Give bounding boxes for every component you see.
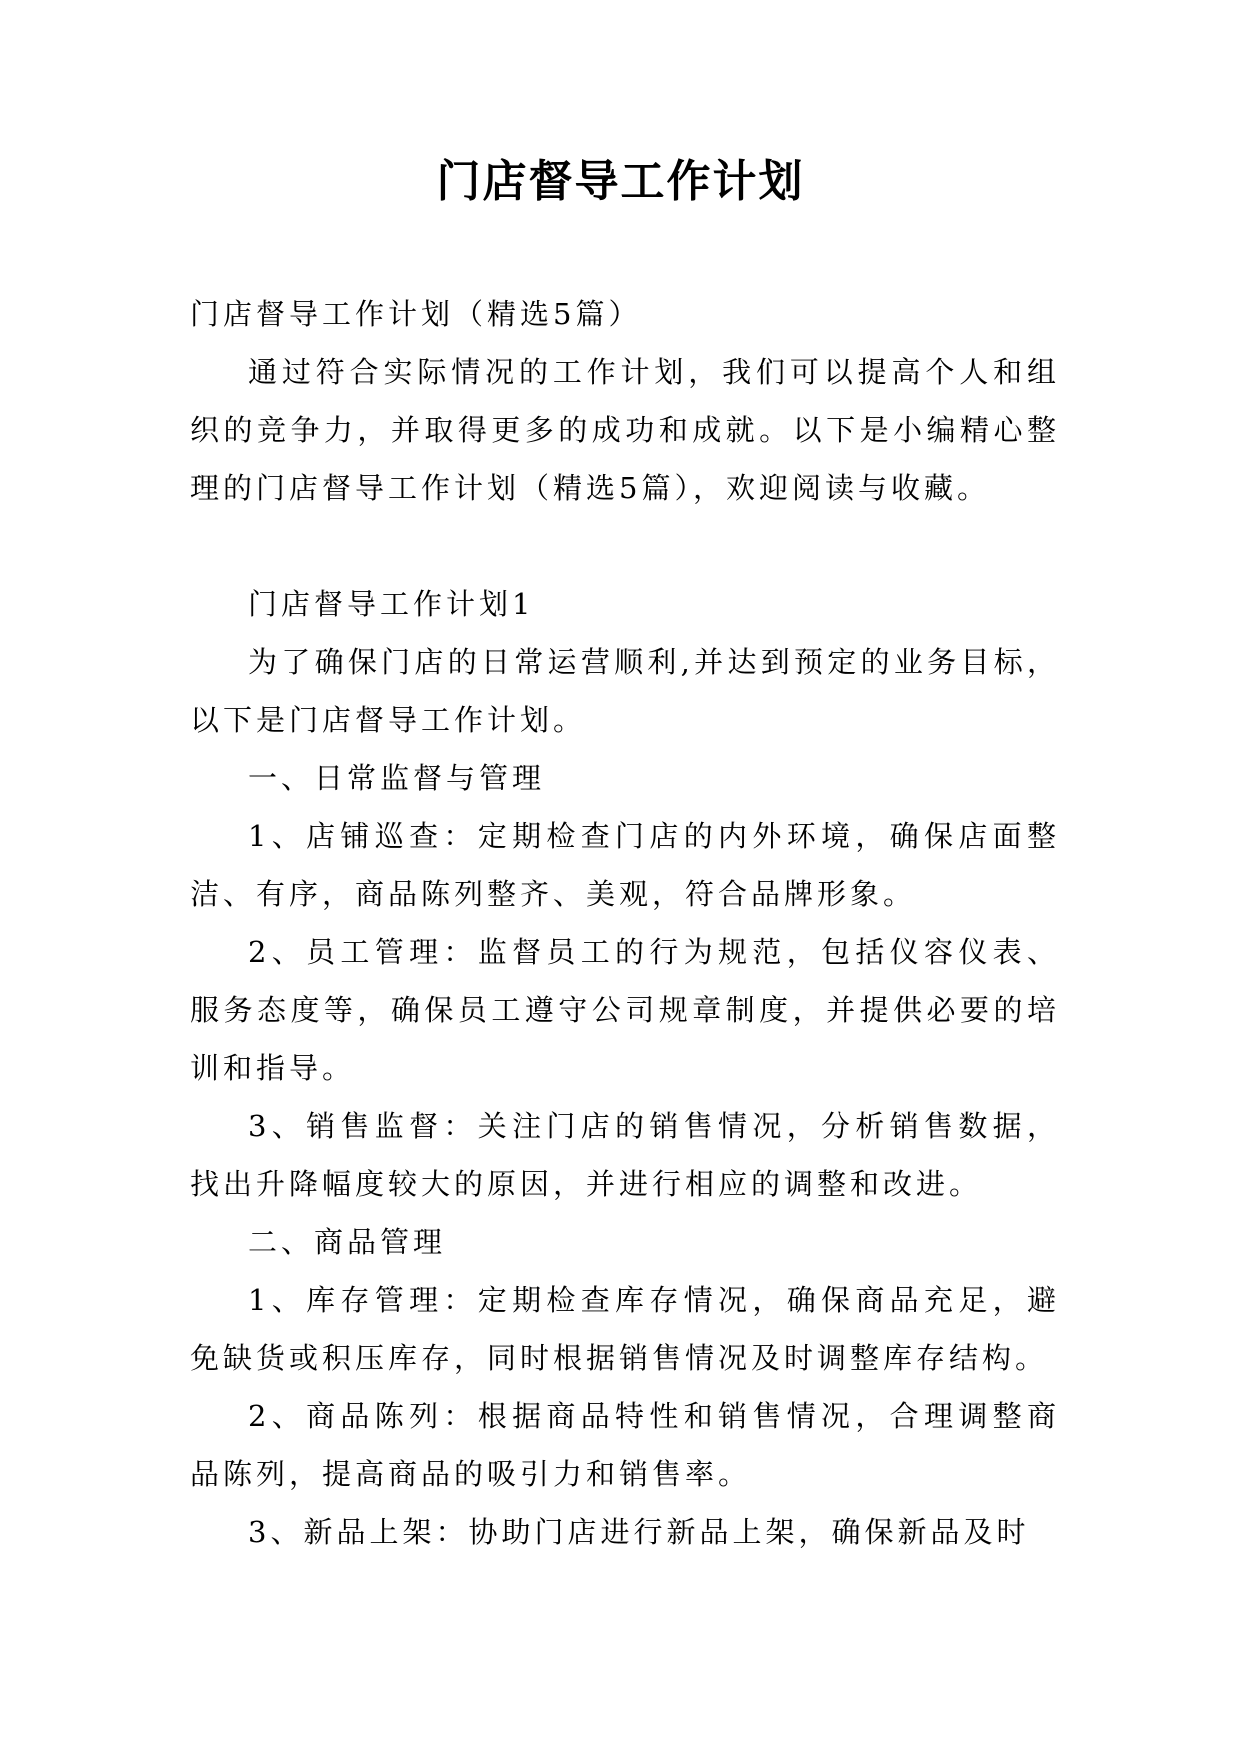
- list-item: 3、销售监督：关注门店的销售情况，分析销售数据，找出升降幅度较大的原因，并进行相应的调整和改进。: [190, 1109, 1060, 1201]
- part-heading-daily-supervision: 一、日常监督与管理: [248, 761, 546, 795]
- part-heading-merchandise: 二、商品管理: [248, 1225, 447, 1259]
- list-item: 3、新品上架：协助门店进行新品上架，确保新品及时: [248, 1515, 1030, 1549]
- section-lead-paragraph: 为了确保门店的日常运营顺利,并达到预定的业务目标，以下是门店督导工作计划。: [190, 645, 1060, 737]
- document-subtitle: 门店督导工作计划（精选5篇）: [190, 297, 642, 331]
- paragraph-gap: [190, 517, 1060, 575]
- list-item: 1、库存管理：定期检查库存情况，确保商品充足，避免缺货或积压库存，同时根据销售情况及时调整库存结构。: [190, 1283, 1060, 1375]
- intro-paragraph: 通过符合实际情况的工作计划，我们可以提高个人和组织的竞争力，并取得更多的成功和成就。以下是小编精心整理的门店督导工作计划（精选5篇），欢迎阅读与收藏。: [190, 355, 1060, 505]
- list-item: 2、员工管理：监督员工的行为规范，包括仪容仪表、服务态度等，确保员工遵守公司规章制度，并提供必要的培训和指导。: [190, 935, 1060, 1085]
- section-heading: 门店督导工作计划1: [248, 587, 535, 621]
- document-body: [190, 285, 1060, 1561]
- list-item: 2、商品陈列：根据商品特性和销售情况，合理调整商品陈列，提高商品的吸引力和销售率。: [190, 1399, 1060, 1491]
- document-title: 门店督导工作计划: [436, 156, 805, 207]
- list-item: 1、店铺巡查：定期检查门店的内外环境，确保店面整洁、有序，商品陈列整齐、美观，符合品牌形象。: [190, 819, 1060, 911]
